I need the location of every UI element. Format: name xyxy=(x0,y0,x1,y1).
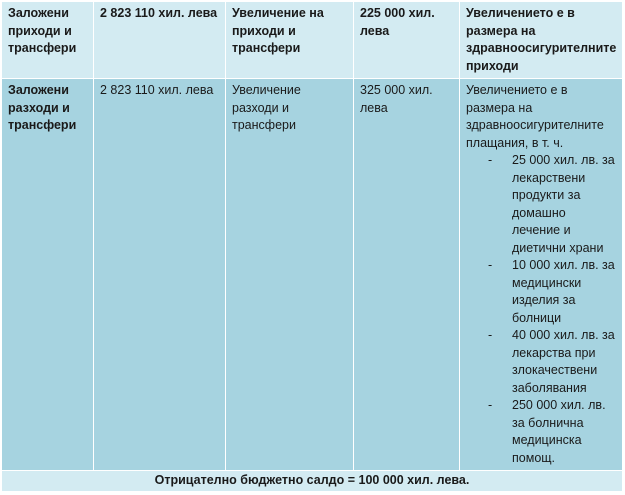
expense-note-intro: Увеличението е в размера на здравноосигурителните плащания, в т. ч. xyxy=(466,83,604,150)
footer-row xyxy=(2,471,623,492)
list-item xyxy=(466,257,616,327)
bullet-text: 25 000 хил. лв. за лекарствени продукти за домашно лечение и диетични храни xyxy=(512,153,615,255)
list-item xyxy=(466,397,616,467)
bullet-text: 10 000 хил. лв. за медицински изделия за болници xyxy=(512,258,615,325)
expense-breakdown-list xyxy=(466,152,616,467)
expense-increase-note xyxy=(460,79,623,471)
expense-label: Заложени разходи и трансфери xyxy=(2,79,94,471)
expense-increase-amount: 325 000 хил. лева xyxy=(354,79,460,471)
list-item xyxy=(466,327,616,397)
revenue-increase-amount: 225 000 хил. лева xyxy=(354,2,460,79)
revenue-amount: 2 823 110 хил. лева xyxy=(94,2,226,79)
revenue-row xyxy=(2,2,623,79)
dash-marker: - xyxy=(488,328,493,342)
expense-row xyxy=(2,79,623,471)
dash-marker: - xyxy=(488,153,493,167)
revenue-increase-note: Увеличението е в размера на здравноосигурителните приходи xyxy=(460,2,623,79)
revenue-increase-label: Увеличение на приходи и трансфери xyxy=(226,2,354,79)
budget-balance-note: Отрицателно бюджетно салдо = 100 000 хил. лева. xyxy=(2,471,623,492)
dash-marker: - xyxy=(488,258,493,272)
list-item xyxy=(466,152,616,257)
expense-amount: 2 823 110 хил. лева xyxy=(94,79,226,471)
bullet-text: 40 000 хил. лв. за лекарства при злокачествени заболявания xyxy=(512,328,615,395)
budget-table xyxy=(1,1,623,492)
revenue-label: Заложени приходи и трансфери xyxy=(2,2,94,79)
dash-marker: - xyxy=(488,398,493,412)
expense-increase-label: Увеличение разходи и трансфери xyxy=(226,79,354,471)
bullet-text: 250 000 хил. лв. за болнична медицинска помощ. xyxy=(512,398,606,465)
